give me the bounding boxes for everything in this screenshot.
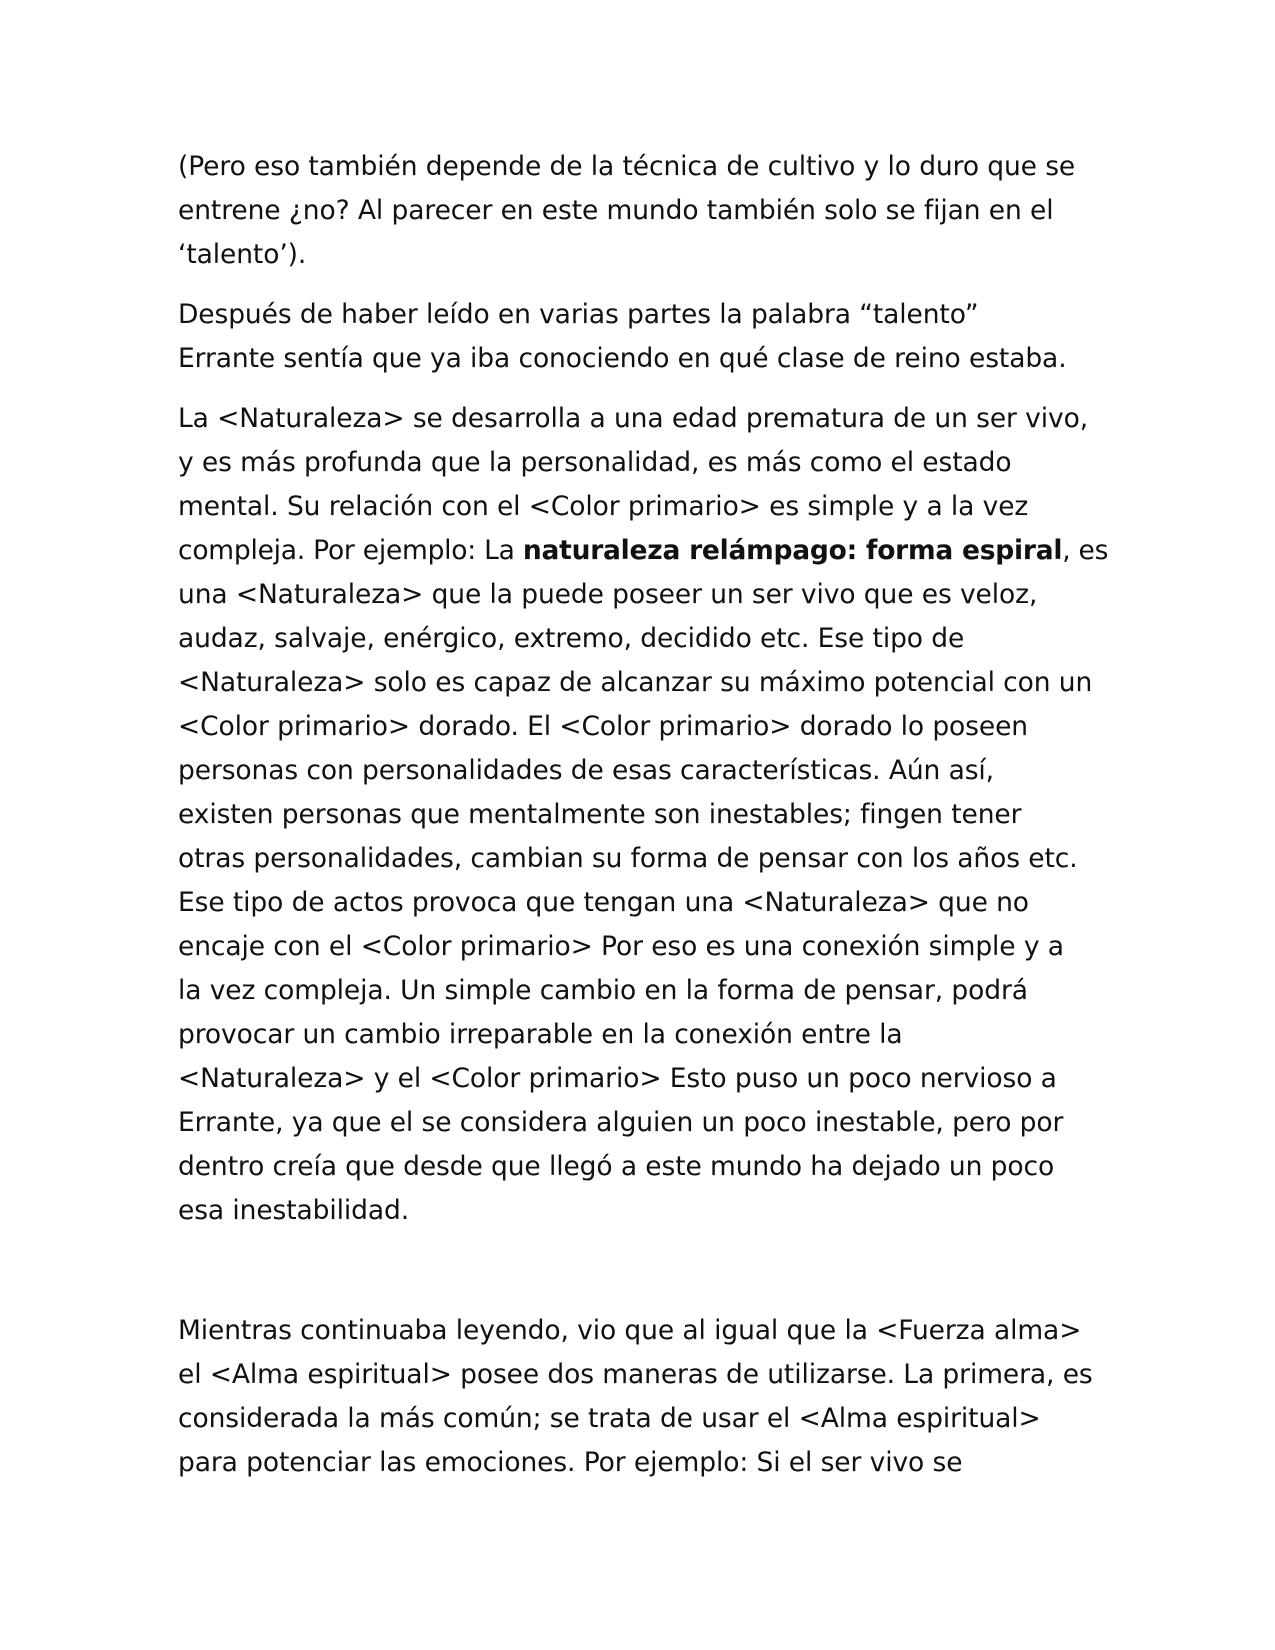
text-line: Ese tipo de actos provoca que tengan una <Naturaleza> que no — [178, 887, 1029, 918]
text-line: <Naturaleza> solo es capaz de alcanzar su máximo potencial con un — [178, 667, 1093, 698]
text-line: ‘talento’). — [178, 239, 307, 270]
document-body — [178, 145, 1108, 1485]
text-line: entrene ¿no? Al parecer en este mundo también solo se fijan en el — [178, 195, 1054, 226]
text-line: Mientras continuaba leyendo, vio que al igual que la <Fuerza alma> — [178, 1315, 1082, 1346]
text-line: esa inestabilidad. — [178, 1195, 410, 1226]
text-line: la vez compleja. Un simple cambio en la forma de pensar, podrá — [178, 975, 1028, 1006]
text-run: , es — [1062, 535, 1109, 566]
text-line: personas con personalidades de esas características. Aún así, — [178, 755, 995, 786]
text-line: mental. Su relación con el <Color primario> es simple y a la vez — [178, 491, 1029, 522]
paragraph-4 — [178, 1309, 1108, 1485]
text-line: considerada la más común; se trata de usar el <Alma espiritual> — [178, 1403, 1041, 1434]
paragraph-3 — [178, 397, 1108, 1233]
text-line: Después de haber leído en varias partes la palabra “talento” — [178, 299, 979, 330]
text-line: dentro creía que desde que llegó a este mundo ha dejado un poco — [178, 1151, 1055, 1182]
text-line: existen personas que mentalmente son inestables; fingen tener — [178, 799, 1022, 830]
text-line: provocar un cambio irreparable en la conexión entre la — [178, 1019, 903, 1050]
text-line — [178, 529, 1108, 573]
text-run: compleja. Por ejemplo: La — [178, 535, 523, 566]
paragraph-1 — [178, 145, 1108, 277]
text-line: La <Naturaleza> se desarrolla a una edad prematura de un ser vivo, — [178, 403, 1089, 434]
text-line: una <Naturaleza> que la puede poseer un ser vivo que es veloz, — [178, 579, 1038, 610]
text-line: y es más profunda que la personalidad, es más como el estado — [178, 447, 1012, 478]
bold-term: naturaleza relámpago: forma espiral — [522, 535, 1063, 566]
paragraph-2 — [178, 293, 1108, 381]
text-line: (Pero eso también depende de la técnica de cultivo y lo duro que se — [178, 151, 1076, 182]
text-line: Errante, ya que el se considera alguien un poco inestable, pero por — [178, 1107, 1064, 1138]
text-line: para potenciar las emociones. Por ejemplo: Si el ser vivo se — [178, 1447, 963, 1478]
text-line: <Naturaleza> y el <Color primario> Esto puso un poco nervioso a — [178, 1063, 1057, 1094]
text-line: Errante sentía que ya iba conociendo en qué clase de reino estaba. — [178, 343, 1067, 374]
text-line: el <Alma espiritual> posee dos maneras de utilizarse. La primera, es — [178, 1359, 1093, 1390]
text-line: <Color primario> dorado. El <Color primario> dorado lo poseen — [178, 711, 1028, 742]
text-line: otras personalidades, cambian su forma de pensar con los años etc. — [178, 843, 1078, 874]
text-line: encaje con el <Color primario> Por eso es una conexión simple y a — [178, 931, 1064, 962]
text-line: audaz, salvaje, enérgico, extremo, decidido etc. Ese tipo de — [178, 623, 965, 654]
